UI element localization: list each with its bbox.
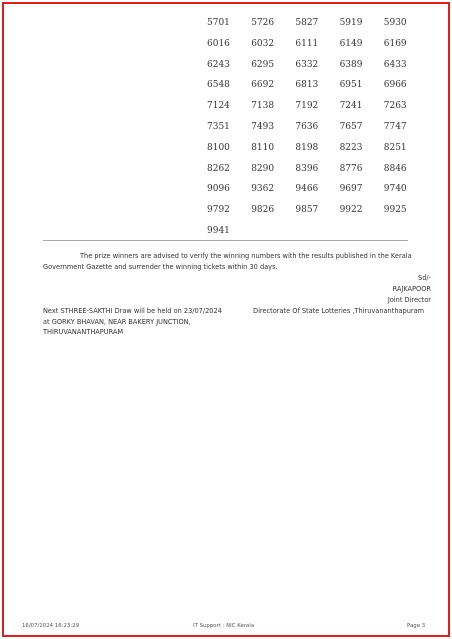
winning-number-cell: 9857 <box>295 205 319 216</box>
table-row <box>207 34 437 55</box>
winning-number-cell: 6548 <box>207 80 230 91</box>
signatory-title: Joint Director <box>387 296 431 304</box>
table-row <box>207 221 437 242</box>
winning-number-cell: 9362 <box>251 184 275 195</box>
signature-block <box>388 273 431 306</box>
winning-number-cell: 7636 <box>295 121 319 132</box>
winning-number-cell: 9922 <box>339 205 363 216</box>
winning-number-cell: 9740 <box>383 184 407 195</box>
next-draw-info <box>43 306 222 338</box>
winning-number-cell: 8100 <box>207 142 230 153</box>
footer-page-number: Page 3 <box>407 623 426 629</box>
winning-number-cell: 8251 <box>383 142 407 153</box>
directorate-office: Directorate Of State Lotteries ,Thiruvananthapuram <box>253 307 425 315</box>
table-row <box>207 13 437 34</box>
winning-number-cell: 5726 <box>251 18 275 28</box>
winning-number-cell: 5701 <box>207 18 230 28</box>
winning-number-cell: 9697 <box>339 184 363 195</box>
next-draw-line-2: at GORKY BHAVAN, NEAR BAKERY JUNCTION, <box>43 317 191 326</box>
winning-number-cell: 7263 <box>383 101 407 112</box>
table-row <box>207 117 437 138</box>
winning-number-cell: 7192 <box>295 101 319 112</box>
winning-number-cell: 7493 <box>251 121 275 132</box>
winning-number-cell: 6016 <box>207 38 230 49</box>
next-draw-line-3: THIRUVANANTHAPURAM <box>43 328 124 336</box>
winning-number-cell: 7657 <box>339 121 363 132</box>
winning-number-cell: 9941 <box>207 225 230 236</box>
winning-number-cell: 7351 <box>207 121 230 132</box>
winning-number-cell: 6692 <box>251 80 275 91</box>
winning-number-cell: 8223 <box>339 142 363 153</box>
winning-number-cell: 5930 <box>383 18 407 28</box>
section-divider <box>43 240 408 241</box>
winning-number-cell: 6111 <box>295 38 319 49</box>
table-row <box>207 179 437 200</box>
winning-number-cell: 5919 <box>339 18 363 28</box>
winning-number-cell: 6813 <box>295 80 319 91</box>
signatory-name: RAJKAPOOR <box>392 285 431 293</box>
winning-number-cell: 9792 <box>207 205 230 216</box>
winning-number-cell: 8396 <box>295 163 319 174</box>
winning-number-cell: 9826 <box>251 205 275 216</box>
winning-number-cell: 8776 <box>339 163 363 174</box>
winning-number-cell: 9466 <box>295 184 319 195</box>
winning-number-cell: 6433 <box>383 59 407 70</box>
winning-number-cell: 6332 <box>295 59 319 70</box>
winning-numbers-table <box>207 13 437 242</box>
winning-number-cell: 8198 <box>295 142 319 153</box>
winning-number-cell: 7124 <box>207 101 230 112</box>
next-draw-line-1: Next STHREE-SAKTHI Draw will be held on 23/07/2024 <box>43 307 222 315</box>
winning-number-cell: 6243 <box>207 59 230 70</box>
winning-number-cell: 8110 <box>251 142 275 153</box>
table-row <box>207 55 437 76</box>
winning-number-cell: 8290 <box>251 163 275 174</box>
footer-timestamp: 16/07/2024 16:23:29 <box>22 623 79 629</box>
winning-number-cell: 6149 <box>339 38 363 49</box>
winning-number-cell: 8262 <box>207 163 230 174</box>
winning-number-cell: 9925 <box>383 205 407 216</box>
table-row <box>207 138 437 159</box>
winning-number-cell: 5827 <box>295 18 319 28</box>
winning-number-cell: 6032 <box>251 38 275 49</box>
prize-notice <box>43 251 433 273</box>
winning-number-cell: 6295 <box>251 59 275 70</box>
table-row <box>207 159 437 180</box>
winning-number-cell: 9096 <box>207 184 230 195</box>
winning-number-cell: 6966 <box>383 80 407 91</box>
table-row <box>207 96 437 117</box>
winning-number-cell: 6389 <box>339 59 363 70</box>
table-row <box>207 75 437 96</box>
signature-sd: Sd/- <box>418 274 431 282</box>
winning-number-cell: 7747 <box>383 121 407 132</box>
winning-number-cell: 6951 <box>339 80 363 91</box>
winning-number-cell: 6169 <box>383 38 407 49</box>
winning-number-cell: 7138 <box>251 101 275 112</box>
winning-number-cell: 8846 <box>383 163 407 174</box>
winning-number-cell: 7241 <box>339 101 363 112</box>
table-row <box>207 200 437 221</box>
footer-support: IT Support : NIC Kerala <box>193 623 255 629</box>
prize-notice-text: The prize winners are advised to verify the winning numbers with the results published in the Kerala Government Gazette and surrender the winning tickets within 30 days. <box>43 252 412 271</box>
